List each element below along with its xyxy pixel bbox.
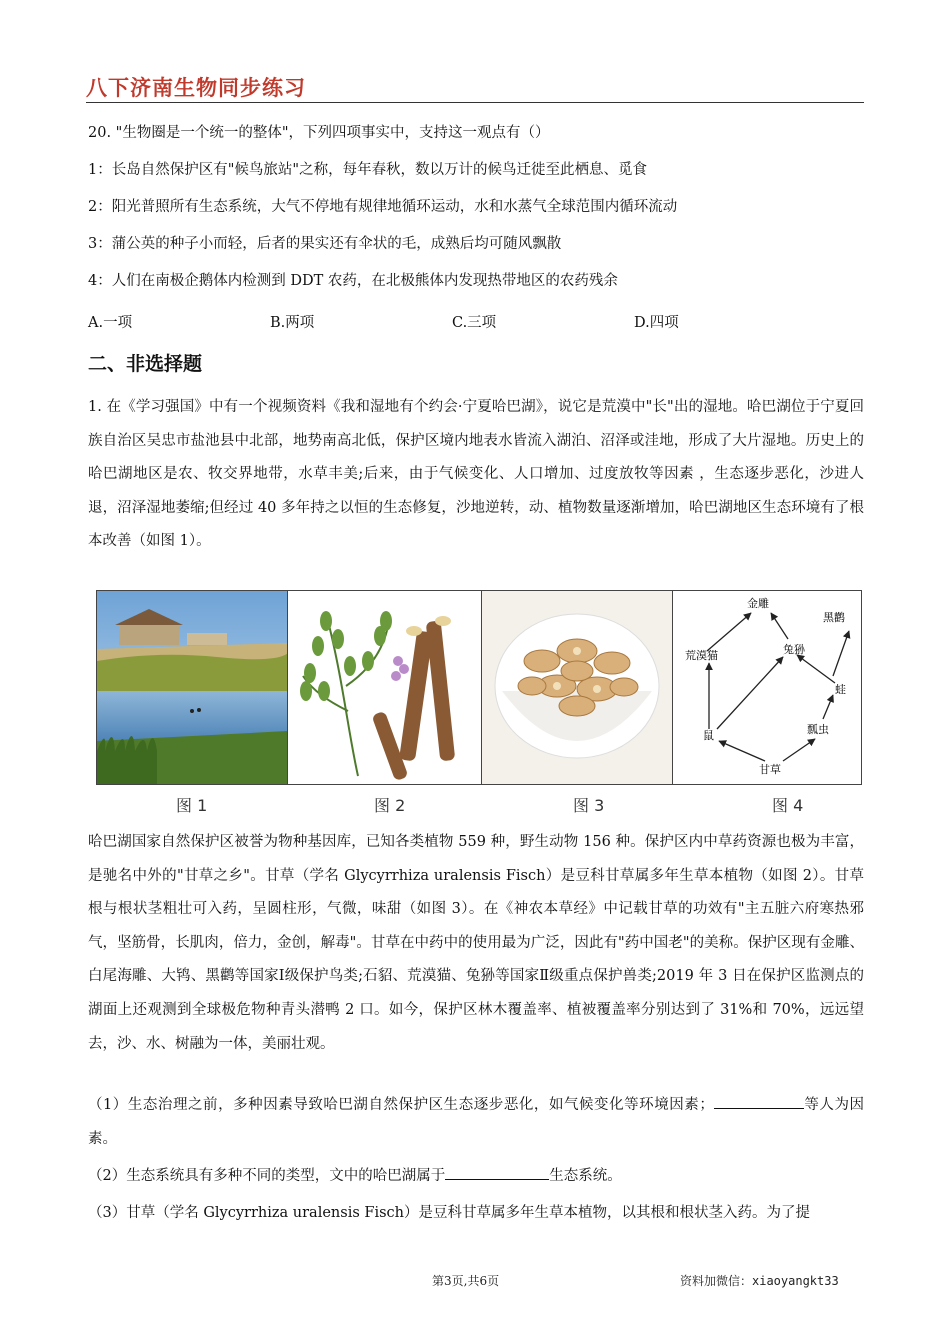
page-header — [86, 70, 864, 103]
part-2-text: （2）生态系统具有多种不同的类型，文中的哈巴湖属于 — [88, 1168, 446, 1184]
caption-figure-2: 图 2 — [374, 796, 406, 815]
part-2-text-end: 生态系统。 — [549, 1168, 622, 1184]
node-black-stork: 黑鹳 — [822, 611, 845, 624]
question-20-item: 1：长岛自然保护区有"候鸟旅站"之称，每年春秋，数以万计的候鸟迁徙至此栖息、觅食 — [88, 162, 648, 178]
option-a[interactable]: A.一项 — [88, 315, 133, 331]
question-1-part-1 — [88, 1089, 864, 1156]
caption-figure-4: 图 4 — [772, 796, 804, 815]
footer-wechat: 资料加微信：xiaoyangkt33 — [680, 1274, 839, 1288]
node-licorice: 甘草 — [758, 763, 781, 776]
node-desert-cat: 荒漠猫 — [684, 649, 718, 662]
part-1-text-end: 等人为因素。 — [88, 1097, 865, 1147]
page-number: 第3页,共6页 — [432, 1274, 500, 1288]
question-1-part-2 — [88, 1160, 864, 1194]
node-pallas-cat: 兔狲 — [782, 643, 805, 656]
section-title: 二、非选择题 — [88, 353, 203, 375]
question-20-item: 2：阳光普照所有生态系统，大气不停地有规律地循环运动，水和水蒸气全球范围内循环流动 — [88, 199, 678, 215]
node-frog: 蛙 — [834, 683, 846, 696]
node-golden-eagle: 金雕 — [746, 597, 769, 610]
figure-4-food-web — [673, 591, 861, 784]
header-title: 八下济南生物同步练习 — [86, 76, 306, 100]
caption-figure-3: 图 3 — [573, 796, 605, 815]
part-1-text: （1）生态治理之前，多种因素导致哈巴湖自然保护区生态逐步恶化，如气候变化等环境因素； — [88, 1097, 714, 1113]
figure-captions — [96, 793, 860, 815]
question-20-item: 4：人们在南极企鹅体内检测到 DDT 农药，在北极熊体内发现热带地区的农药残余 — [88, 273, 618, 289]
question-1-body: 哈巴湖国家自然保护区被誉为物种基因库，已知各类植物 559 种，野生动物 156 种。保护区内中草药资源也极为丰富，是驰名中外的"甘草之乡"。甘草（学名 Glycyrrhiza uralensis Fisch）是豆科甘草属多年生草本植物（如图 2）。甘草根与根状茎粗壮可入药，呈圆柱形，气微，味甜（如图 3）。在《神农本草经》中记载甘草的功效有"主五脏六府寒热邪气，坚筋骨，长肌肉，倍力，金创，解毒"。甘草在中药中的使用最为广泛，因此有"药中国老"的美称。保护区现有金雕、白尾海雕、大鸨、黑鹳等国家Ⅰ级保护鸟类;石貂、荒漠猫、兔狲等国家Ⅱ级重点保护兽类;2019 年 3 日在保护区监测点的湖面上还观测到全球极危物种青头潜鸭 2 口。如今，保护区林木覆盖率、植被覆盖率分别达到了 31%和 70%，远远望去，沙、水、树融为一体，美丽壮观。 — [88, 834, 864, 1052]
question-20-item: 3：蒲公英的种子小而轻，后者的果实还有伞状的毛，成熟后均可随风飘散 — [88, 236, 562, 252]
answer-blank-1[interactable] — [714, 1092, 804, 1109]
option-c[interactable]: C.三项 — [452, 315, 497, 331]
question-1-intro: 1. 在《学习强国》中有一个视频资料《我和湿地有个约会·宁夏哈巴湖》，说它是荒漠中"长"出的湿地。哈巴湖位于宁夏回族自治区吴忠市盐池县中北部，地势南高北低，保护区境内地表水皆流入湖泊、沼泽或洼地，形成了大片湿地。历史上的哈巴湖地区是农、牧交界地带，水草丰美;后来，由于气候变化、人口增加、过度放牧等因素 ，生态逐步恶化，沙进人退，沼泽湿地萎缩;但经过 40 多年持之以恒的生态修复，沙地逆转，动、植物数量逐渐增加，哈巴湖地区生态环境有了根本改善（如图 1）。 — [88, 399, 864, 550]
question-20-options — [88, 311, 848, 331]
node-ladybug: 瓢虫 — [806, 723, 829, 736]
option-d[interactable]: D.四项 — [634, 315, 679, 331]
figure-1-lake-photo — [97, 591, 288, 784]
question-20-stem: 20. "生物圈是一个统一的整体"，下列四项事实中，支持这一观点有（） — [88, 125, 550, 141]
caption-figure-1: 图 1 — [176, 796, 208, 815]
answer-blank-2[interactable] — [445, 1163, 549, 1180]
question-1-part-3: （3）甘草（学名 Glycyrrhiza uralensis Fisch）是豆科甘草属多年生草本植物，以其根和根状茎入药。为了提 — [88, 1205, 810, 1221]
figure-strip — [96, 590, 862, 785]
option-b[interactable]: B.两项 — [270, 315, 315, 331]
node-mouse: 鼠 — [702, 729, 714, 742]
figure-2-licorice-plant — [288, 591, 482, 784]
figure-3-licorice-slices — [482, 591, 672, 784]
